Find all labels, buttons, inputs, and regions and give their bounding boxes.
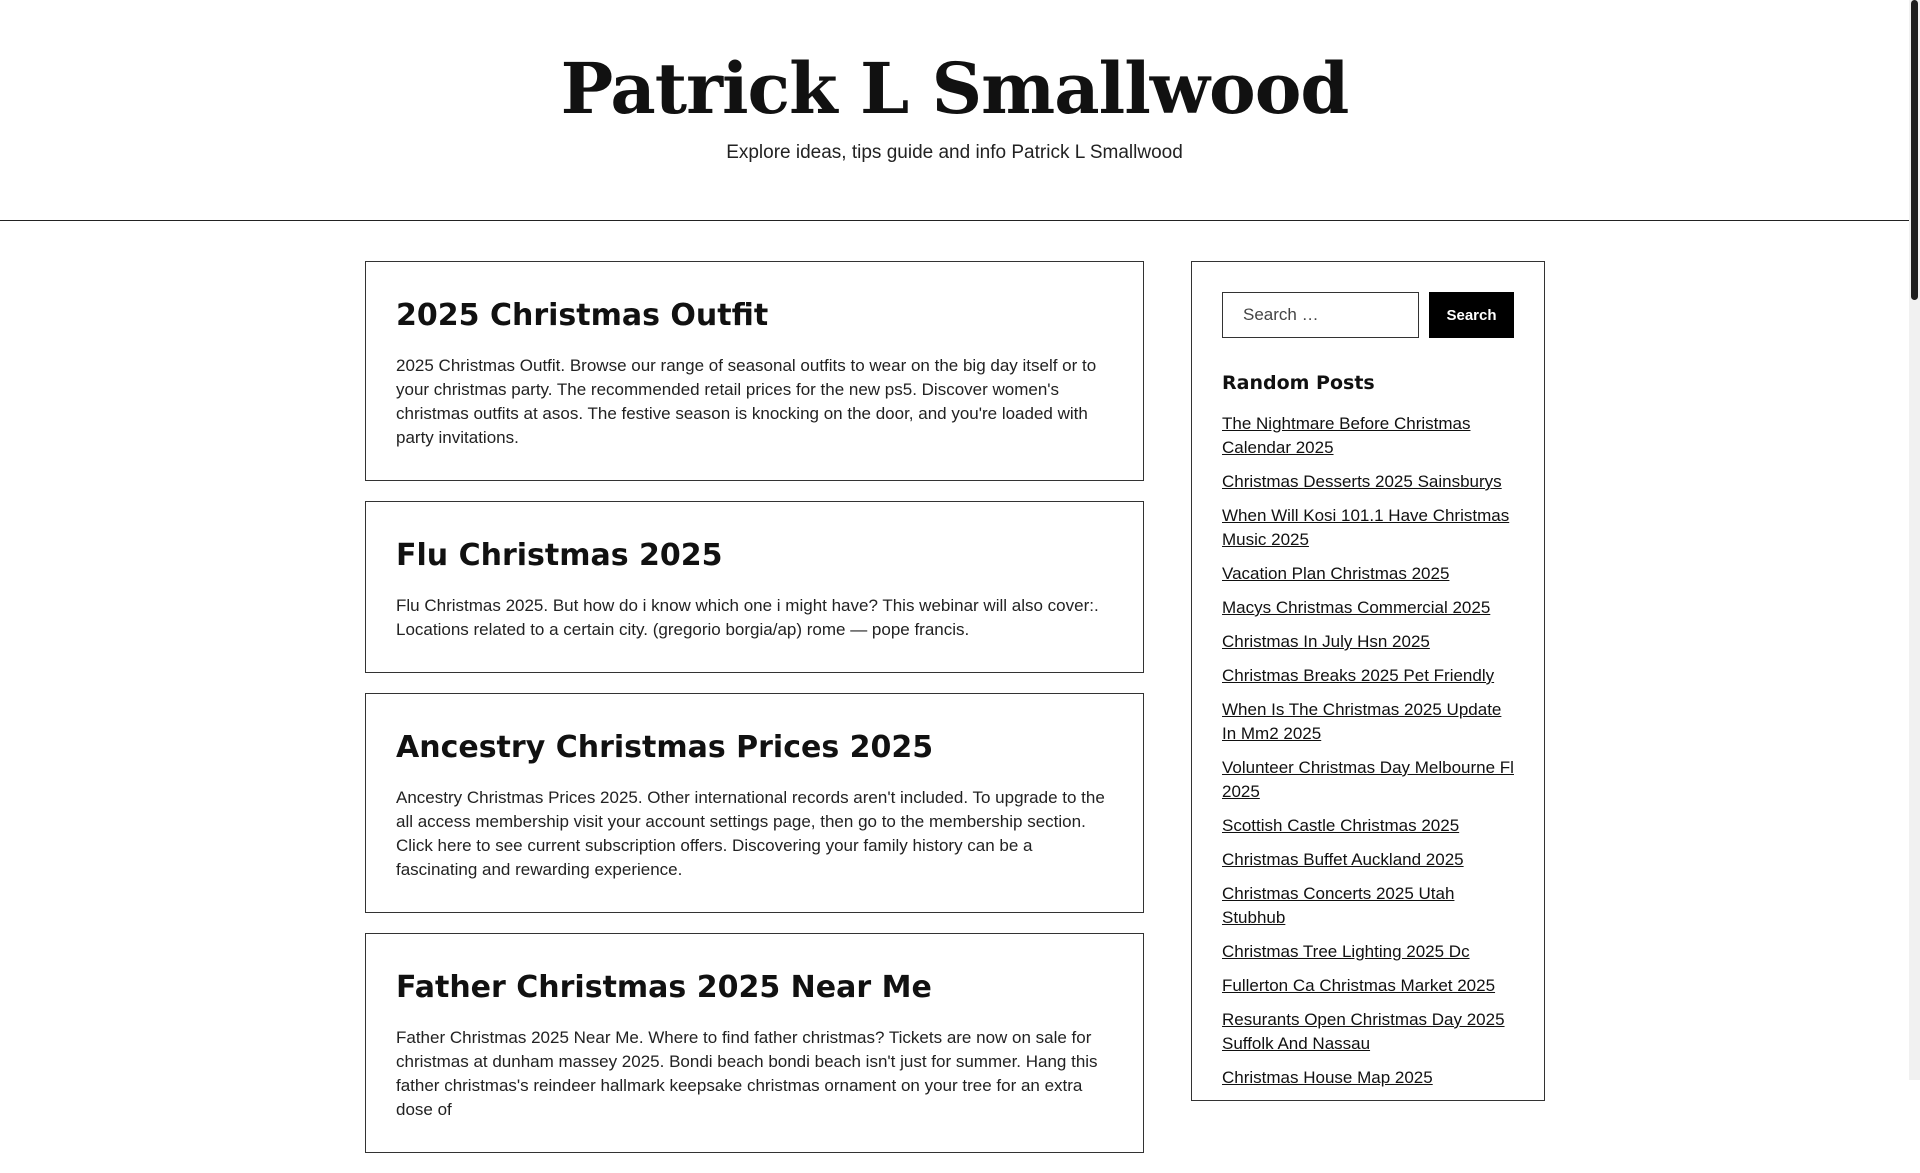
list-item	[1222, 562, 1514, 586]
list-item	[1222, 698, 1514, 746]
list-item	[1222, 470, 1514, 494]
search-input[interactable]	[1222, 292, 1419, 338]
post-excerpt: Flu Christmas 2025. But how do i know which one i might have? This webinar will also cover:. Locations related to a certain city. (gregorio borgia/ap) rome — pope francis.	[396, 596, 1099, 639]
site-description: Explore ideas, tips guide and info Patrick L Smallwood	[726, 142, 1183, 163]
post-list	[365, 261, 1144, 1173]
sidebar	[1191, 261, 1545, 1101]
list-item	[1222, 756, 1514, 804]
list-item	[1222, 940, 1514, 964]
random-post-link[interactable]: Christmas Concerts 2025 Utah Stubhub	[1222, 884, 1455, 927]
random-post-link[interactable]: Vacation Plan Christmas 2025	[1222, 564, 1450, 583]
random-post-link[interactable]: Christmas Breaks 2025 Pet Friendly	[1222, 666, 1495, 685]
random-post-link[interactable]: Christmas In July Hsn 2025	[1222, 632, 1430, 651]
list-item	[1222, 882, 1514, 930]
scrollbar-thumb[interactable]	[1911, 0, 1918, 300]
random-post-link[interactable]: When Is The Christmas 2025 Update In Mm2 2025	[1222, 700, 1502, 743]
post-card	[365, 933, 1144, 1153]
post-title[interactable]: Flu Christmas 2025	[396, 538, 723, 573]
list-item	[1222, 504, 1514, 552]
list-item	[1222, 848, 1514, 872]
random-post-link[interactable]: Christmas House Map 2025	[1222, 1068, 1433, 1087]
random-posts-list	[1222, 412, 1514, 1090]
post-excerpt: Father Christmas 2025 Near Me. Where to find father christmas? Tickets are now on sale for christmas at dunham massey 2025. Bondi beach bondi beach isn't just for summer. Hang this father christmas's reindeer hallmark keepsake christmas ornament on your tree for an extra dose of	[396, 1028, 1098, 1119]
random-post-link[interactable]: Fullerton Ca Christmas Market 2025	[1222, 976, 1496, 995]
list-item	[1222, 412, 1514, 460]
post-title[interactable]: Father Christmas 2025 Near Me	[396, 970, 932, 1005]
list-item	[1222, 1008, 1514, 1056]
list-item	[1222, 1066, 1514, 1090]
post-excerpt: Ancestry Christmas Prices 2025. Other international records aren't included. To upgrade to the all access membership visit your account settings page, then go to the membership section. Click here to see current subscription offers. Discovering your family history can be a fascinating and rewarding experience.	[396, 788, 1105, 879]
random-post-link[interactable]: Resurants Open Christmas Day 2025 Suffolk And Nassau	[1222, 1010, 1505, 1053]
post-card	[365, 693, 1144, 913]
search-form	[1222, 292, 1514, 338]
list-item	[1222, 664, 1514, 688]
random-post-link[interactable]: Christmas Tree Lighting 2025 Dc	[1222, 942, 1470, 961]
search-button[interactable]: Search	[1429, 292, 1514, 338]
random-post-link[interactable]: The Nightmare Before Christmas Calendar 2025	[1222, 414, 1471, 457]
random-post-link[interactable]: Scottish Castle Christmas 2025	[1222, 816, 1460, 835]
random-posts-title: Random Posts	[1222, 372, 1375, 394]
site-header	[0, 0, 1909, 221]
site-title[interactable]: Patrick L Smallwood	[560, 47, 1349, 130]
post-excerpt: 2025 Christmas Outfit. Browse our range of seasonal outfits to wear on the big day itself or to your christmas party. The recommended retail prices for the new ps5. Discover women's christmas outfits at asos. The festive season is knocking on the door, and you're loaded with party invitations.	[396, 356, 1097, 447]
random-post-link[interactable]: Macys Christmas Commercial 2025	[1222, 598, 1491, 617]
random-post-link[interactable]: Volunteer Christmas Day Melbourne Fl 2025	[1222, 758, 1514, 801]
list-item	[1222, 974, 1514, 998]
list-item	[1222, 814, 1514, 838]
random-post-link[interactable]: Christmas Buffet Auckland 2025	[1222, 850, 1464, 869]
list-item	[1222, 596, 1514, 620]
random-post-link[interactable]: Christmas Desserts 2025 Sainsburys	[1222, 472, 1502, 491]
post-title[interactable]: 2025 Christmas Outfit	[396, 298, 769, 333]
post-card	[365, 501, 1144, 673]
page-scrollbar[interactable]	[1909, 0, 1920, 1080]
list-item	[1222, 630, 1514, 654]
post-card	[365, 261, 1144, 481]
post-title[interactable]: Ancestry Christmas Prices 2025	[396, 730, 934, 765]
random-post-link[interactable]: When Will Kosi 101.1 Have Christmas Music 2025	[1222, 506, 1510, 549]
